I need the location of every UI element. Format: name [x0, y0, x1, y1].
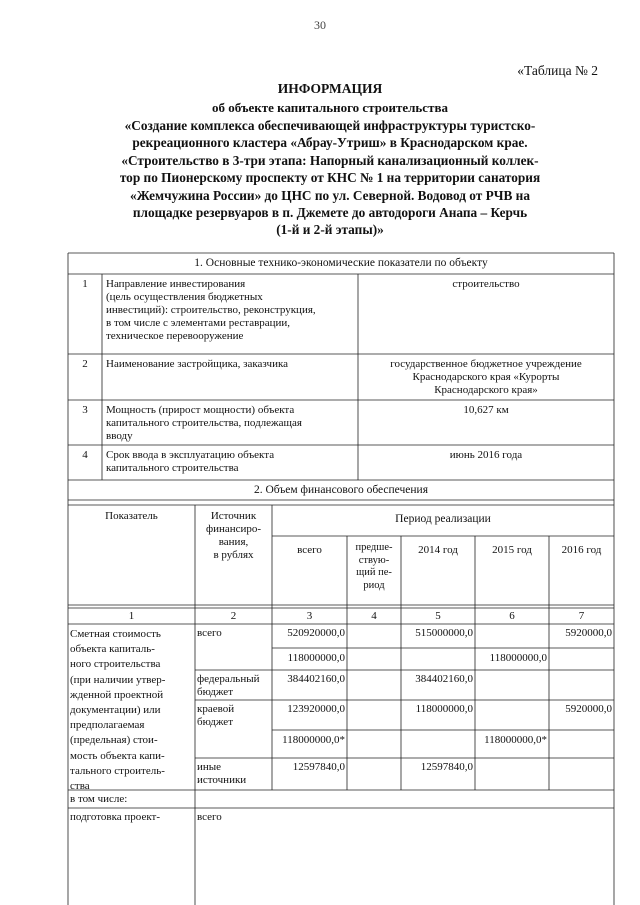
y2014-cell: 12597840,0	[420, 761, 473, 773]
header-source: Источник финансиро- вания, в рублях	[205, 510, 262, 561]
header-2016: 2016 год	[561, 544, 602, 556]
col-number: 3	[306, 610, 313, 622]
header-indicator: Показатель	[105, 510, 158, 522]
table-label: «Таблица № 2	[517, 63, 598, 78]
page-number: 30	[314, 18, 326, 32]
including-label: в том числе:	[70, 793, 128, 805]
y2014-cell: 515000000,0	[415, 627, 473, 639]
row-value: 10,627 км	[463, 404, 509, 416]
source-cell: краевой бюджет	[197, 703, 235, 728]
last-row-label: подготовка проект-	[70, 811, 160, 823]
y2016-cell: 5920000,0	[565, 703, 612, 715]
y2016-cell: 5920000,0	[565, 627, 612, 639]
row-value: государственное бюджетное учреждение Краснодарского края «Курорты Краснодарского края»	[390, 358, 582, 396]
section1-heading: 1. Основные технико-экономические показатели по объекту	[194, 257, 488, 269]
source-cell: всего	[197, 627, 222, 639]
object-line: (1-й и 2-й этапы)»	[276, 222, 384, 238]
object-line: площадке резервуаров в п. Джемете до автодороги Анапа – Керчь	[132, 205, 528, 221]
indicator-text: Сметная стоимость объекта капиталь- ного строительства (при наличии утвер- жденной проектной документации) или предполагаемая (предельная) стои- мость объекта капи- тального строитель- ства	[70, 628, 166, 793]
header-2014: 2014 год	[418, 544, 458, 556]
total-cell: 384402160,0	[287, 673, 345, 685]
col-number: 1	[128, 610, 135, 622]
header-2015: 2015 год	[492, 544, 532, 556]
col-number: 5	[435, 610, 441, 622]
col-number: 6	[509, 610, 515, 622]
col-number: 2	[230, 610, 237, 622]
source-cell: федеральный бюджет	[197, 673, 260, 698]
object-line: «Жемчужина России» до ЦНС по ул. Северной. Водовод от РЧВ на	[130, 187, 530, 203]
y2015-cell: 118000000,0*	[484, 734, 547, 746]
object-line: «Создание комплекса обеспечивающей инфраструктуры туристско-	[124, 118, 536, 133]
object-line: тор по Пионерскому проспекту от КНС № 1 на территории санатория	[119, 170, 541, 186]
y2015-cell: 118000000,0	[489, 652, 547, 664]
y2014-cell: 384402160,0	[415, 673, 473, 685]
row-number: 2	[82, 358, 88, 370]
source-cell: иные источники	[197, 761, 247, 786]
total-cell: 123920000,0	[287, 703, 345, 715]
total-cell: 118000000,0*	[282, 734, 345, 746]
row-number: 1	[82, 278, 88, 290]
last-row-source: всего	[197, 811, 222, 823]
document-subtitle: об объекте капитального строительства	[212, 100, 448, 115]
object-line: «Строительство в 3-три этапа: Напорный канализационный коллек-	[121, 152, 539, 168]
col-number: 4	[371, 610, 377, 622]
col-number: 7	[578, 610, 585, 622]
total-cell: 118000000,0	[287, 652, 345, 664]
row-label: Направление инвестирования (цель осуществления бюджетных инвестиций): строительство, реконструкция, в том числе с элементами реставрации, техническое перевооружение	[106, 278, 316, 342]
row-label: Срок ввода в эксплуатацию объекта капитального строительства	[106, 449, 275, 474]
object-line: рекреационного кластера «Абрау-Утриш» в Краснодарском крае.	[132, 135, 528, 151]
row-label: Наименование застройщика, заказчика	[106, 358, 289, 370]
row-value: строительство	[452, 278, 520, 290]
section2-heading: 2. Объем финансового обеспечения	[253, 484, 428, 496]
total-cell: 12597840,0	[292, 761, 345, 773]
row-number: 4	[82, 449, 88, 461]
row-value: июнь 2016 года	[449, 449, 523, 461]
document-title: ИНФОРМАЦИЯ	[277, 81, 383, 96]
header-previous: предше- ствую- щий пе- риод	[355, 542, 393, 591]
header-total: всего	[297, 544, 322, 556]
row-label: Мощность (прирост мощности) объекта капитального строительства, подлежащая вводу	[106, 404, 302, 442]
header-period: Период реализации	[395, 513, 491, 525]
total-cell: 520920000,0	[287, 627, 345, 639]
y2014-cell: 118000000,0	[415, 703, 473, 715]
row-number: 3	[82, 404, 88, 416]
